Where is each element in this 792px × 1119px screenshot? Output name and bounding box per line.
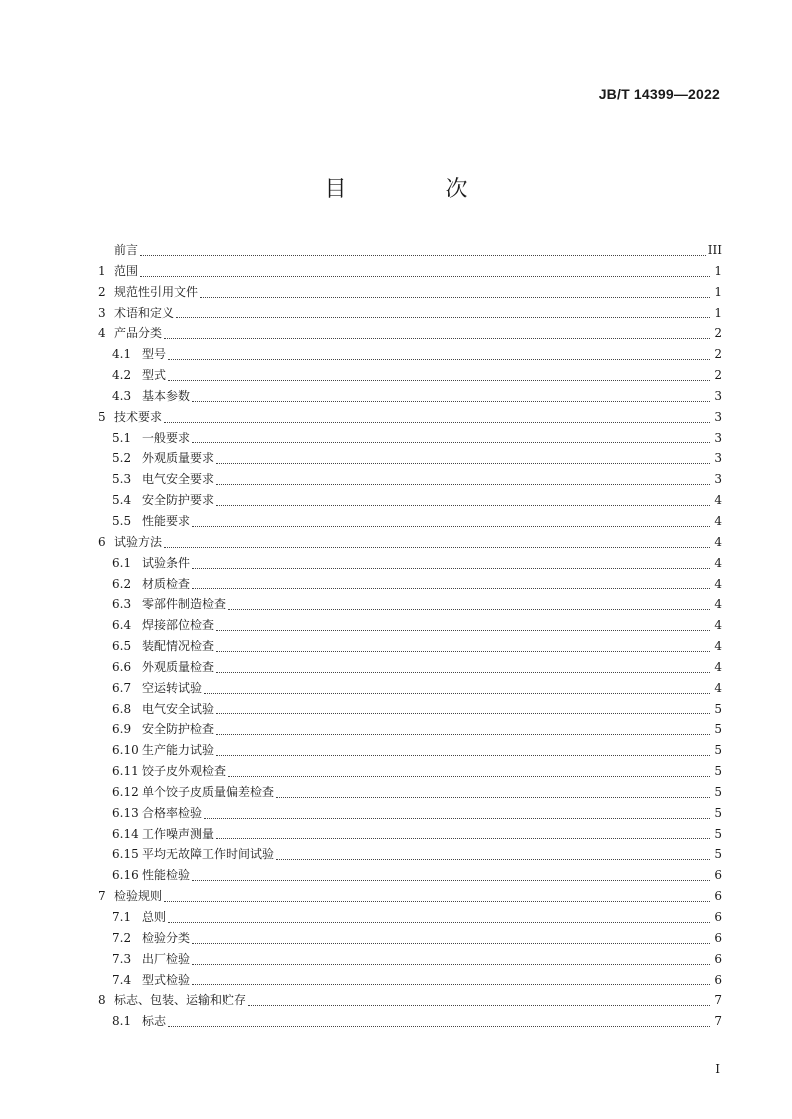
toc-entry-page: 4 xyxy=(714,639,722,654)
toc-entry[interactable] xyxy=(98,386,722,407)
toc-entry[interactable] xyxy=(98,907,722,928)
toc-entry-page: 5 xyxy=(714,784,722,799)
toc-entry[interactable] xyxy=(98,428,722,449)
toc-entry[interactable] xyxy=(98,949,722,970)
toc-entry-page: 1 xyxy=(714,284,722,299)
toc-dot-leader xyxy=(216,651,710,652)
toc-entry-title: 检验规则 xyxy=(114,889,163,904)
toc-dot-leader xyxy=(164,547,710,548)
toc-entry-page: 6 xyxy=(714,868,722,883)
toc-entry-title: 型式检验 xyxy=(142,972,191,987)
toc-entry-title: 试验方法 xyxy=(114,534,163,549)
toc-entry-page: 4 xyxy=(714,618,722,633)
toc-entry-number: 6.5 xyxy=(112,639,132,654)
toc-entry-number: 5.1 xyxy=(112,430,132,445)
toc-entry-title: 规范性引用文件 xyxy=(114,284,199,299)
toc-dot-leader xyxy=(216,630,710,631)
toc-entry-number: 1 xyxy=(98,263,106,278)
toc-entry-page: 4 xyxy=(714,493,722,508)
toc-entry-page: 6 xyxy=(714,972,722,987)
toc-entry-title: 前言 xyxy=(114,243,139,257)
toc-entry-number: 5 xyxy=(98,409,106,424)
toc-entry[interactable] xyxy=(98,448,722,469)
toc-entry-title: 合格率检验 xyxy=(142,805,203,820)
toc-entry-number: 4.1 xyxy=(112,347,132,362)
toc-dot-leader xyxy=(192,568,710,569)
toc-entry-page: 7 xyxy=(714,1014,722,1029)
toc-entry[interactable] xyxy=(98,990,722,1011)
toc-entry-title: 工作噪声测量 xyxy=(142,826,215,841)
toc-entry-title: 单个饺子皮质量偏差检查 xyxy=(142,784,275,799)
toc-entry-page: 5 xyxy=(714,805,722,820)
toc-entry-page: 6 xyxy=(714,930,722,945)
toc-entry[interactable] xyxy=(98,761,722,782)
toc-entry-number: 3 xyxy=(98,305,106,320)
toc-entry-number: 6.7 xyxy=(112,680,132,695)
toc-entry[interactable] xyxy=(98,365,722,386)
toc-entry-number: 7.2 xyxy=(112,930,132,945)
toc-entry-number: 2 xyxy=(98,284,106,299)
toc-entry-page: 4 xyxy=(714,534,722,549)
toc-dot-leader xyxy=(192,588,710,589)
toc-entry-title: 一般要求 xyxy=(142,430,191,445)
toc-dot-leader xyxy=(216,484,710,485)
toc-entry-number: 4.3 xyxy=(112,388,132,403)
toc-entry-number: 6.8 xyxy=(112,701,132,716)
toc-entry-title: 产品分类 xyxy=(114,326,163,341)
toc-entry-number: 6.14 xyxy=(112,826,139,841)
toc-entry-page: 2 xyxy=(714,347,722,362)
toc-entry-page: 4 xyxy=(714,597,722,612)
toc-entry[interactable] xyxy=(98,594,722,615)
toc-entry-page: 3 xyxy=(714,430,722,445)
toc-entry-number: 8 xyxy=(98,993,106,1008)
toc-dot-leader xyxy=(168,922,710,923)
toc-entry-title: 外观质量检查 xyxy=(142,659,215,674)
toc-entry[interactable] xyxy=(98,574,722,595)
toc-entry[interactable] xyxy=(98,1011,722,1032)
toc-entry[interactable] xyxy=(98,928,722,949)
toc-dot-leader xyxy=(140,276,710,277)
toc-entry-number: 6.10 xyxy=(112,743,139,758)
toc-dot-leader xyxy=(216,734,710,735)
toc-dot-leader xyxy=(164,901,710,902)
toc-dot-leader xyxy=(216,505,710,506)
toc-entry[interactable] xyxy=(98,678,722,699)
toc-entry-title: 平均无故障工作时间试验 xyxy=(142,847,275,862)
toc-entry[interactable] xyxy=(98,323,722,344)
toc-dot-leader xyxy=(192,984,710,985)
toc-dot-leader xyxy=(168,359,710,360)
toc-entry[interactable] xyxy=(98,699,722,720)
toc-entry-page: 5 xyxy=(714,764,722,779)
toc-entry-page: 6 xyxy=(714,889,722,904)
toc-entry[interactable] xyxy=(98,240,722,261)
toc-dot-leader xyxy=(164,422,710,423)
toc-entry-title: 空运转试验 xyxy=(142,680,203,695)
toc-entry-title: 范围 xyxy=(114,263,139,278)
toc-entry-title: 安全防护检查 xyxy=(142,722,215,737)
toc-entry-title: 性能要求 xyxy=(142,513,191,528)
toc-entry-number: 5.5 xyxy=(112,513,132,528)
toc-dot-leader xyxy=(204,818,710,819)
toc-entry[interactable] xyxy=(98,886,722,907)
toc-dot-leader xyxy=(164,338,710,339)
toc-entry-number: 7.1 xyxy=(112,910,132,924)
toc-dot-leader xyxy=(216,713,710,714)
toc-entry-page: 3 xyxy=(714,388,722,403)
toc-dot-leader xyxy=(276,859,710,860)
toc-dot-leader xyxy=(192,943,710,944)
toc-entry-number: 6.3 xyxy=(112,597,132,612)
toc-entry-title: 试验条件 xyxy=(142,555,191,570)
toc-entry-number: 6.12 xyxy=(112,784,139,799)
standard-number: JB/T 14399—2022 xyxy=(598,86,720,102)
toc-entry[interactable] xyxy=(98,282,722,303)
toc-entry[interactable] xyxy=(98,469,722,490)
toc-entry[interactable] xyxy=(98,824,722,845)
toc-entry-page: 1 xyxy=(714,305,722,320)
toc-dot-leader xyxy=(192,880,710,881)
toc-entry-page: 5 xyxy=(714,826,722,841)
toc-entry-number: 6.15 xyxy=(112,847,139,862)
toc-entry[interactable] xyxy=(98,511,722,532)
toc-entry[interactable] xyxy=(98,740,722,761)
toc-dot-leader xyxy=(228,609,710,610)
toc-dot-leader xyxy=(204,693,710,694)
toc-entry-title: 饺子皮外观检查 xyxy=(142,764,227,779)
toc-entry[interactable] xyxy=(98,636,722,657)
toc-entry-page: 6 xyxy=(714,910,722,924)
toc-entry[interactable] xyxy=(98,532,722,553)
toc-entry-title: 性能检验 xyxy=(142,868,191,883)
page-number: I xyxy=(715,1062,720,1076)
toc-entry-number: 6 xyxy=(98,534,106,549)
toc-entry-number: 6.4 xyxy=(112,618,132,633)
toc-entry-number: 6.2 xyxy=(112,576,132,591)
toc-entry-title: 焊接部位检查 xyxy=(142,618,215,633)
toc-entry-page: 7 xyxy=(714,993,722,1008)
toc-dot-leader xyxy=(168,380,710,381)
toc-entry-page: 1 xyxy=(714,263,722,278)
toc-entry-title: 检验分类 xyxy=(142,930,191,945)
toc-entry-title: 总则 xyxy=(142,910,167,924)
toc-dot-leader xyxy=(176,317,710,318)
toc-dot-leader xyxy=(216,463,710,464)
toc-entry-title: 装配情况检查 xyxy=(142,639,215,654)
toc-entry-page: 5 xyxy=(714,847,722,862)
toc-entry-number: 7 xyxy=(98,889,106,904)
toc-entry[interactable] xyxy=(98,970,722,991)
toc-entry-page: 5 xyxy=(714,722,722,737)
toc-entry[interactable] xyxy=(98,844,722,865)
toc-dot-leader xyxy=(192,526,710,527)
toc-dot-leader xyxy=(228,776,710,777)
toc-entry-title: 外观质量要求 xyxy=(142,451,215,466)
toc-entry-page: 3 xyxy=(714,409,722,424)
toc-entry[interactable] xyxy=(98,261,722,282)
toc-entry-title: 型式 xyxy=(142,368,167,383)
toc-entry-number: 6.9 xyxy=(112,722,132,737)
toc-entry-title: 零部件制造检查 xyxy=(142,597,227,612)
toc-entry-page: 5 xyxy=(714,743,722,758)
toc-entry-number: 7.3 xyxy=(112,951,132,966)
toc-entry-number: 6.13 xyxy=(112,805,139,820)
toc-dot-leader xyxy=(276,797,710,798)
toc-entry-number: 4 xyxy=(98,326,106,341)
toc-entry-page: 2 xyxy=(714,368,722,383)
toc-entry-page: 5 xyxy=(714,701,722,716)
toc-entry-page: 4 xyxy=(714,680,722,695)
toc-entry-title: 电气安全试验 xyxy=(142,701,215,716)
toc-entry[interactable] xyxy=(98,553,722,574)
toc-entry-title: 安全防护要求 xyxy=(142,493,215,508)
toc-entry-number: 6.1 xyxy=(112,555,132,570)
toc-dot-leader xyxy=(192,442,710,443)
toc-entry-page: 4 xyxy=(714,659,722,674)
toc-entry-title: 标志 xyxy=(142,1014,167,1029)
toc-entry-number: 6.6 xyxy=(112,659,132,674)
toc-entry-number: 5.3 xyxy=(112,472,132,487)
toc-entry[interactable] xyxy=(98,782,722,803)
toc-entry[interactable] xyxy=(98,719,722,740)
toc-entry[interactable] xyxy=(98,303,722,324)
toc-entry-title: 型号 xyxy=(142,347,167,362)
toc-entry-title: 材质检查 xyxy=(142,576,191,591)
toc-dot-leader xyxy=(192,401,710,402)
toc-entry-title: 技术要求 xyxy=(114,409,163,424)
toc-entry-number: 6.11 xyxy=(112,764,139,779)
toc-dot-leader xyxy=(168,1026,710,1027)
toc-dot-leader xyxy=(200,297,710,298)
toc-entry-title: 生产能力试验 xyxy=(142,743,215,758)
toc-dot-leader xyxy=(216,838,710,839)
toc-entry-number: 8.1 xyxy=(112,1014,132,1029)
toc-entry-page: 4 xyxy=(714,555,722,570)
toc-entry-page: 3 xyxy=(714,451,722,466)
toc-entry-number: 5.4 xyxy=(112,493,132,508)
toc-entry[interactable] xyxy=(98,344,722,365)
toc-entry-title: 基本参数 xyxy=(142,388,191,403)
toc-entry-title: 术语和定义 xyxy=(114,305,175,320)
toc-entry-title: 电气安全要求 xyxy=(142,472,215,487)
toc-entry-page: 2 xyxy=(714,326,722,341)
toc-entry-title: 出厂检验 xyxy=(142,951,191,966)
toc-entry-number: 4.2 xyxy=(112,368,132,383)
toc-entry-number: 6.16 xyxy=(112,868,139,883)
toc-entry-page: III xyxy=(707,243,722,257)
toc-entry-number: 5.2 xyxy=(112,451,132,466)
toc-entry-page: 4 xyxy=(714,576,722,591)
toc-entry-page: 6 xyxy=(714,951,722,966)
toc-entry[interactable] xyxy=(98,803,722,824)
toc-dot-leader xyxy=(248,1005,710,1006)
toc-entry[interactable] xyxy=(98,657,722,678)
toc-entry[interactable] xyxy=(98,407,722,428)
toc-entry-page: 4 xyxy=(714,513,722,528)
toc-entry-number: 7.4 xyxy=(112,972,132,987)
toc-entry-page: 3 xyxy=(714,472,722,487)
toc-dot-leader xyxy=(192,964,710,965)
toc-dot-leader xyxy=(140,255,706,256)
toc-entry[interactable] xyxy=(98,615,722,636)
toc-dot-leader xyxy=(216,755,710,756)
toc-entry[interactable] xyxy=(98,490,722,511)
toc-dot-leader xyxy=(216,672,710,673)
toc-title: 目 次 xyxy=(324,177,514,202)
toc-entry[interactable] xyxy=(98,865,722,886)
table-of-contents xyxy=(98,240,722,1032)
toc-entry-title: 标志、包装、运输和贮存 xyxy=(114,993,247,1008)
